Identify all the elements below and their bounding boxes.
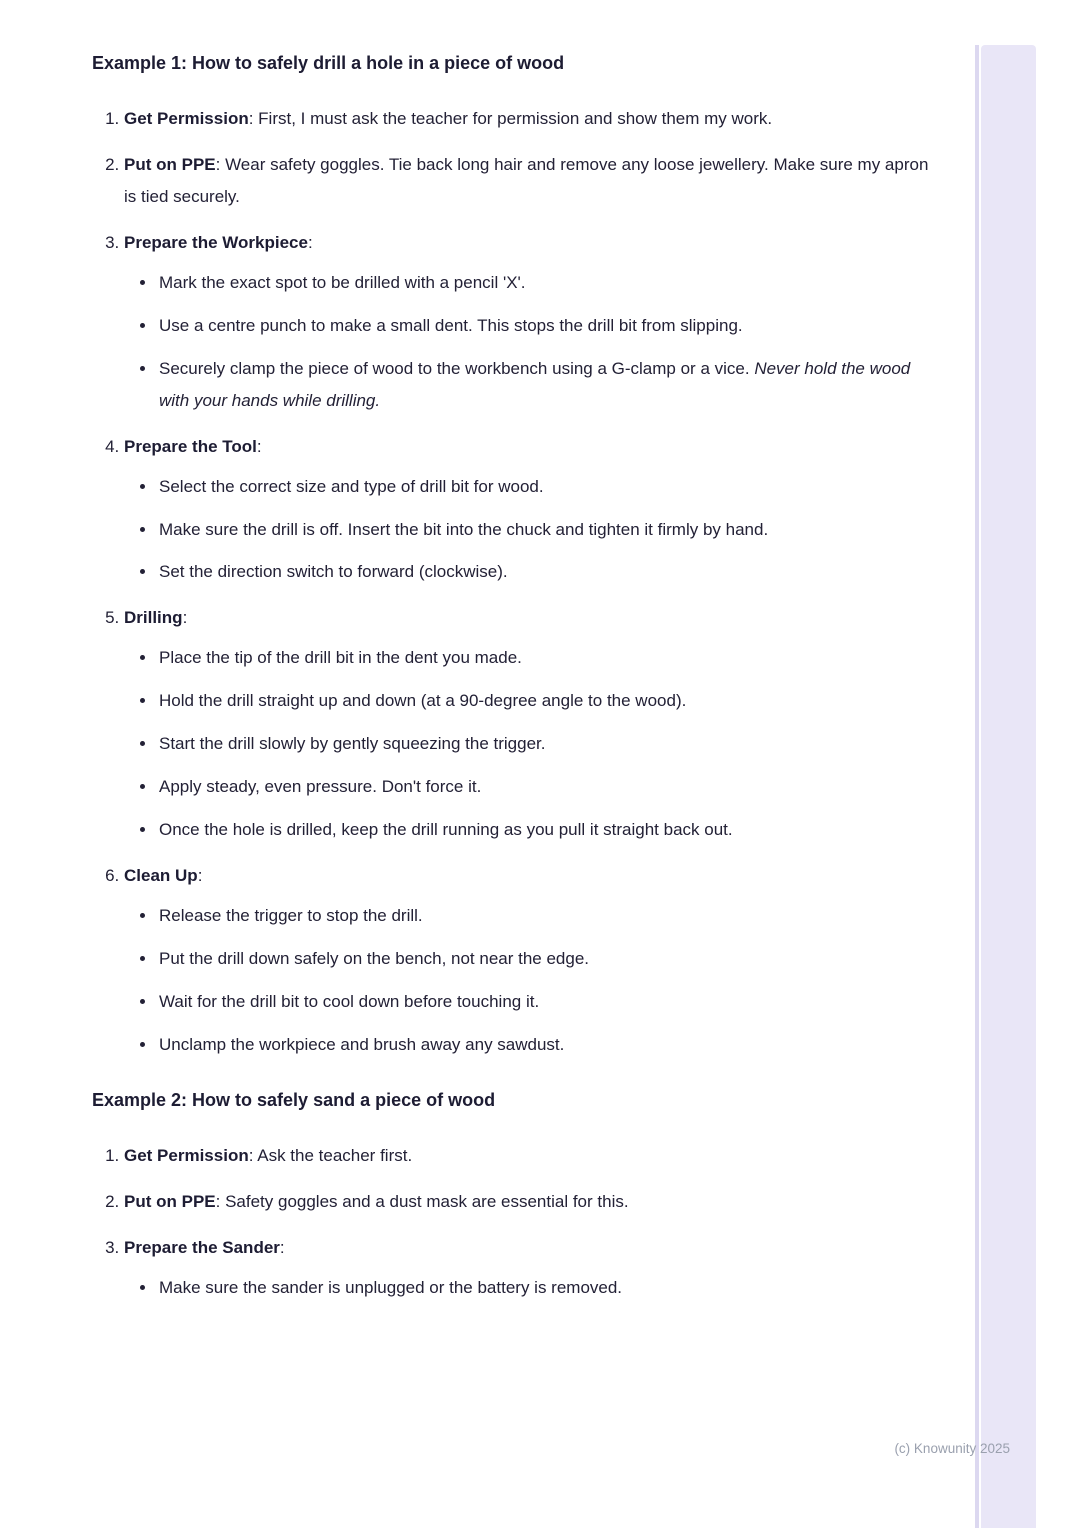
step-item (124, 602, 940, 846)
bullet-item: • Mark the exact spot to be drilled with a pencil 'X'. (157, 267, 940, 299)
step-text (124, 1140, 940, 1172)
step-text (124, 103, 940, 135)
section-title: Example 2: How to safely sand a piece of wood (92, 1089, 496, 1110)
bullet-item: • Select the correct size and type of drill bit for wood. (157, 471, 940, 503)
page-edge-line (975, 45, 979, 1528)
bullets-list (124, 900, 940, 1061)
step-label: Get Permission (124, 1145, 249, 1165)
bullet-item: • Place the tip of the drill bit in the dent you made. (157, 642, 940, 674)
steps-list (92, 103, 940, 1061)
step-item (124, 1140, 940, 1172)
bullets-list (124, 267, 940, 417)
step-desc: : Safety goggles and a dust mask are essential for this. (215, 1191, 629, 1211)
step-label: Prepare the Tool (124, 436, 257, 456)
step-item (124, 1232, 940, 1304)
step-label: Put on PPE (124, 154, 216, 174)
step-desc: : (256, 436, 262, 456)
bullet-item (157, 353, 940, 417)
step-desc: : (197, 866, 203, 886)
bullet-item: • Apply steady, even pressure. Don't force it. (157, 771, 940, 803)
bullet-item: • Unclamp the workpiece and brush away any sawdust. (157, 1029, 940, 1061)
bullets-list (124, 1272, 940, 1304)
copyright-watermark: (c) Knowunity 2025 (894, 1441, 1010, 1456)
step-desc: : (182, 608, 188, 628)
step-label: Put on PPE (124, 1191, 216, 1211)
step-desc: : (279, 1237, 285, 1257)
step-item (124, 860, 940, 1061)
bullet-item: • Once the hole is drilled, keep the drill running as you pull it straight back out. (157, 814, 940, 846)
step-item (124, 431, 940, 589)
bullet-item: • Start the drill slowly by gently squeezing the trigger. (157, 728, 940, 760)
scrollbar-track[interactable] (981, 45, 1036, 1528)
step-label: Prepare the Sander (124, 1237, 280, 1257)
step-desc: : Wear safety goggles. Tie back long hair and remove any loose jewellery. Make sure my apron is tied securely. (124, 154, 929, 206)
step-label: Prepare the Workpiece (124, 232, 308, 252)
bullet-item: • Put the drill down safely on the bench, not near the edge. (157, 943, 940, 975)
step-text (124, 602, 940, 634)
bullet-item: • Wait for the drill bit to cool down before touching it. (157, 986, 940, 1018)
step-text (124, 431, 940, 463)
step-label: Drilling (124, 608, 183, 628)
steps-list (92, 1140, 940, 1304)
step-item (124, 149, 940, 213)
bullets-list (124, 471, 940, 589)
step-text (124, 149, 940, 213)
step-text (124, 227, 940, 259)
step-item (124, 103, 940, 135)
section-example-2 (92, 1087, 940, 1304)
step-desc: : (307, 232, 313, 252)
bullet-item: • Release the trigger to stop the drill. (157, 900, 940, 932)
step-desc: : Ask the teacher first. (248, 1145, 413, 1165)
step-item (124, 227, 940, 417)
bullet-item: • Make sure the drill is off. Insert the bit into the chuck and tighten it firmly by hand. (157, 514, 940, 546)
section-title: Example 1: How to safely drill a hole in a piece of wood (92, 53, 565, 73)
bullet-item: • Hold the drill straight up and down (at a 90-degree angle to the wood). (157, 685, 940, 717)
step-text (124, 1232, 940, 1264)
step-text (124, 1186, 940, 1218)
bullet-text: Securely clamp the piece of wood to the workbench using a G-clamp or a vice. (159, 358, 755, 378)
step-label: Clean Up (124, 866, 198, 886)
bullet-item: • Make sure the sander is unplugged or the battery is removed. (157, 1272, 940, 1304)
step-text (124, 860, 940, 892)
section-example-1 (92, 50, 940, 1061)
bullet-item: • Set the direction switch to forward (clockwise). (157, 556, 940, 588)
bullet-italic-warning: Never hold the wood with your hands while drilling. (159, 358, 911, 410)
bullets-list (124, 642, 940, 846)
step-desc: : First, I must ask the teacher for permission and show them my work. (248, 109, 773, 128)
step-label: Get Permission (124, 109, 249, 128)
bullet-item: • Use a centre punch to make a small dent. This stops the drill bit from slipping. (157, 310, 940, 342)
step-item (124, 1186, 940, 1218)
